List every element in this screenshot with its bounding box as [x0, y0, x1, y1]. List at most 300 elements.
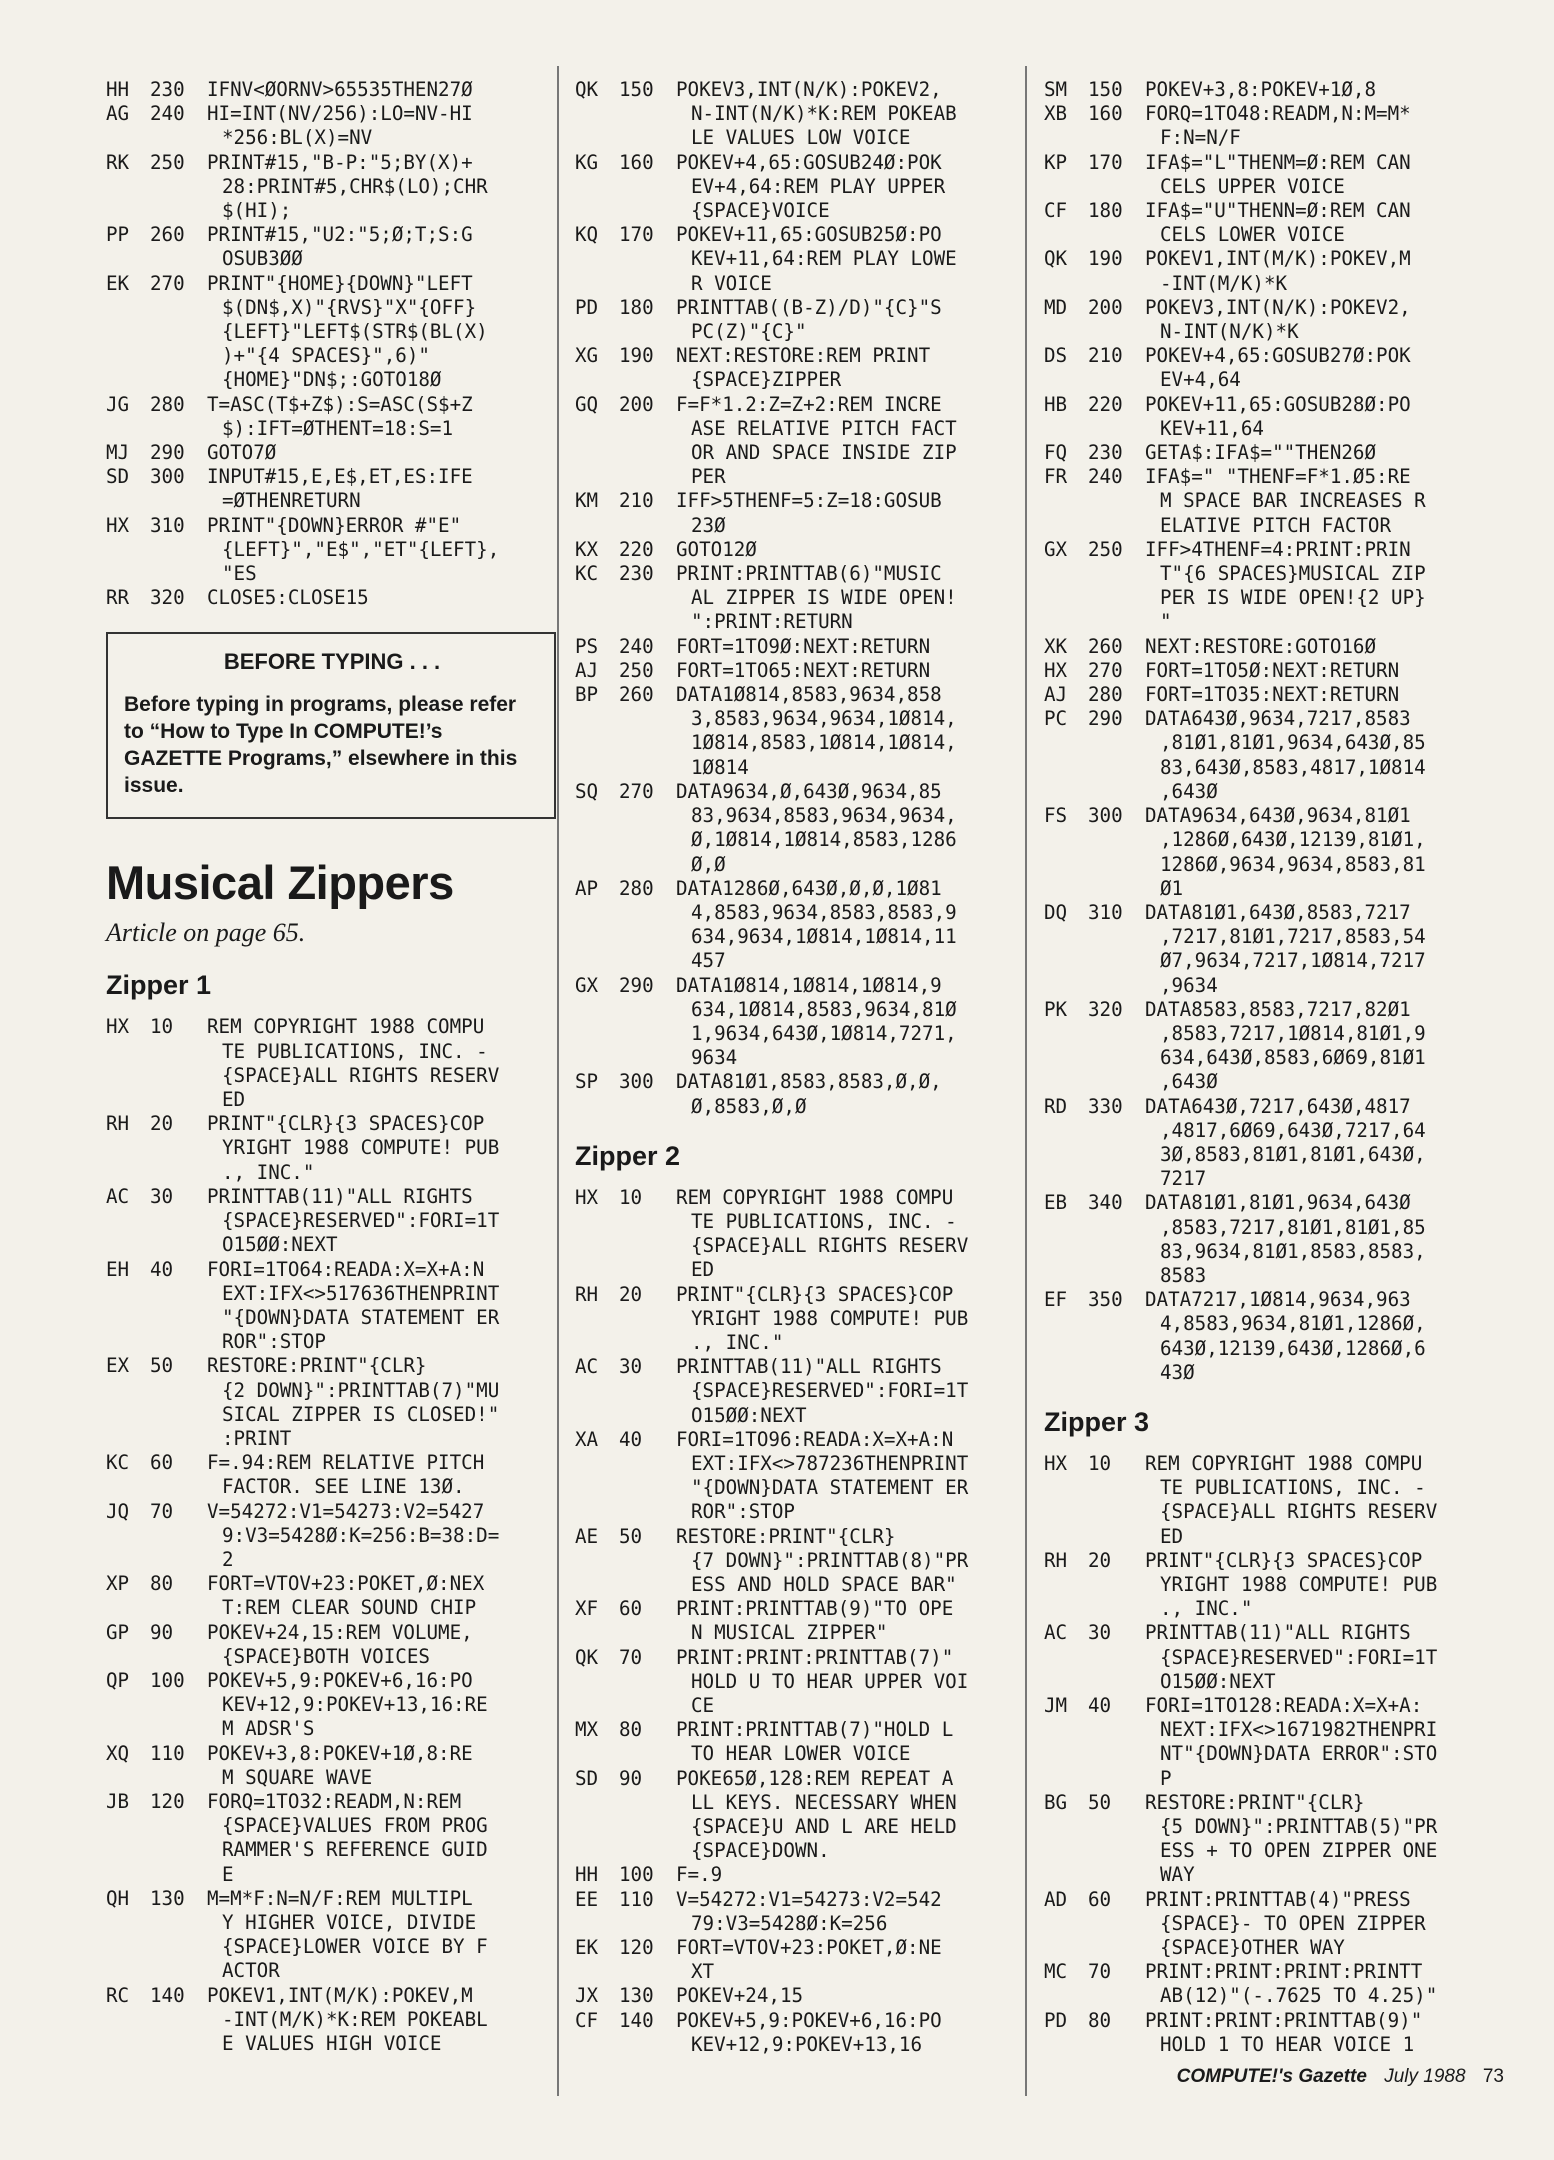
code-line: [575, 199, 1013, 223]
line-number: 80: [150, 1572, 174, 1596]
code-text: 2: [222, 1547, 234, 1571]
code-text: PER IS WIDE OPEN!{2 UP}: [1160, 586, 1426, 610]
code-line: [575, 2009, 1013, 2033]
code-line: [575, 1331, 1013, 1355]
code-text: 1Ø814: [691, 755, 749, 779]
code-line: [106, 1112, 556, 1136]
checksum-code: RH: [106, 1112, 130, 1136]
code-line: [106, 417, 556, 441]
line-number: 30: [619, 1355, 643, 1379]
code-text: NEXT:RESTORE:GOTO16Ø: [1145, 634, 1377, 658]
line-number: 280: [150, 392, 185, 416]
code-line: [1044, 974, 1484, 998]
column-3: [1044, 78, 1484, 2057]
code-text: {SPACE}ALL RIGHTS RESERV: [1160, 1500, 1438, 1524]
checksum-code: JB: [106, 1789, 130, 1813]
code-text: M SQUARE WAVE: [222, 1765, 373, 1789]
code-text: {5 DOWN}":PRINTTAB(5)"PR: [1160, 1815, 1438, 1839]
code-text: PRINT"{DOWN}ERROR #"E": [207, 513, 462, 537]
code-line: [1044, 1191, 1484, 1215]
line-number: 70: [150, 1499, 174, 1523]
code-text: "{DOWN}DATA STATEMENT ER: [691, 1476, 969, 1500]
code-text: PRINT:PRINT:PRINTTAB(9)": [1145, 2008, 1423, 2032]
code-line: [575, 1573, 1013, 1597]
code-text: TE PUBLICATIONS, INC. -: [691, 1209, 957, 1233]
code-text: POKEV1,INT(M/K):POKEV,M: [207, 1983, 473, 2007]
line-number: 260: [619, 683, 654, 707]
code-text: 23Ø: [691, 513, 726, 537]
code-line: [106, 1911, 556, 1935]
code-line: [106, 1209, 556, 1233]
checksum-code: EK: [575, 1936, 599, 1960]
checksum-code: KX: [575, 537, 599, 561]
line-number: 240: [1088, 465, 1123, 489]
checksum-code: AC: [1044, 1621, 1068, 1645]
checksum-code: HX: [106, 513, 130, 537]
code-line: [575, 1888, 1013, 1912]
code-text: FORQ=1TO32:READM,N:REM: [207, 1789, 462, 1813]
checksum-code: PK: [1044, 997, 1068, 1021]
code-line: [575, 659, 1013, 683]
code-line: [1044, 877, 1484, 901]
checksum-code: KM: [575, 489, 599, 513]
line-number: 210: [1088, 344, 1123, 368]
code-line: [575, 1070, 1013, 1094]
checksum-code: HX: [1044, 658, 1068, 682]
code-text: {SPACE}DOWN.: [691, 1839, 830, 1863]
code-text: FORI=1TO96:READA:X=X+A:N: [676, 1427, 954, 1451]
code-line: [575, 344, 1013, 368]
checksum-code: EB: [1044, 1191, 1068, 1215]
code-text: {SPACE}RESERVED":FORI=1T: [1160, 1645, 1438, 1669]
code-text: FORT=1TO9Ø:NEXT:RETURN: [676, 634, 931, 658]
code-line: [106, 1330, 556, 1354]
checksum-code: BG: [1044, 1790, 1068, 1814]
code-line: [1044, 683, 1484, 707]
code-line: [1044, 465, 1484, 489]
checksum-code: HX: [575, 1185, 599, 1209]
line-number: 280: [1088, 683, 1123, 707]
code-line: [1044, 272, 1484, 296]
code-line: [575, 247, 1013, 271]
code-line: [1044, 514, 1484, 538]
code-text: 457: [691, 949, 726, 973]
checksum-code: MD: [1044, 295, 1068, 319]
line-number: 40: [150, 1257, 174, 1281]
code-text: PER: [691, 465, 726, 489]
code-line: [575, 949, 1013, 973]
checksum-code: QK: [575, 78, 599, 101]
before-typing-box: [106, 632, 556, 819]
code-text: PRINT"{CLR}{3 SPACES}COP: [1145, 1548, 1423, 1572]
code-text: $(HI);: [222, 199, 292, 223]
code-line: [575, 610, 1013, 634]
code-text: ,8583,7217,1Ø814,81Ø1,9: [1160, 1021, 1426, 1045]
code-text: EXT:IFX<>787236THENPRINT: [691, 1451, 969, 1475]
code-text: DATA9634,Ø,643Ø,9634,85: [676, 779, 942, 803]
checksum-code: BP: [575, 683, 599, 707]
code-text: ,7217,81Ø1,7217,8583,54: [1160, 925, 1426, 949]
checksum-code: EE: [575, 1887, 599, 1911]
line-number: 40: [1088, 1694, 1112, 1717]
code-line: [106, 1863, 556, 1887]
listing-title: Zipper 1: [106, 970, 212, 1001]
code-line: [106, 1717, 556, 1741]
checksum-code: HB: [1044, 392, 1068, 416]
line-number: 40: [619, 1427, 643, 1451]
code-line: [575, 1210, 1013, 1234]
code-line: [575, 586, 1013, 610]
code-text: IFA$=" "THENF=F*1.Ø5:RE: [1145, 465, 1411, 489]
line-number: 240: [619, 634, 654, 658]
line-number: 180: [1088, 199, 1123, 223]
code-text: IFNV<ØORNV>65535THEN27Ø: [207, 78, 473, 101]
code-text: ., INC.": [691, 1330, 784, 1354]
code-line: [106, 1015, 556, 1039]
code-line: [575, 417, 1013, 441]
checksum-code: DQ: [1044, 900, 1068, 924]
code-text: {7 DOWN}":PRINTTAB(8)"PR: [691, 1548, 969, 1572]
line-number: 60: [150, 1451, 174, 1475]
code-text: POKEV+5,9:POKEV+6,16:PO: [676, 2008, 942, 2032]
line-number: 150: [619, 78, 654, 101]
line-number: 30: [150, 1184, 174, 1208]
code-line: [106, 1161, 556, 1185]
code-text: DATA81Ø1,643Ø,8583,7217: [1145, 900, 1411, 924]
checksum-code: KP: [1044, 150, 1068, 174]
line-number: 290: [619, 973, 654, 997]
code-text: 634,9634,1Ø814,1Ø814,11: [691, 925, 957, 949]
code-line: [575, 731, 1013, 755]
code-text: GETA$:IFA$=""THEN26Ø: [1145, 441, 1377, 465]
code-text: ESS + TO OPEN ZIPPER ONE: [1160, 1839, 1438, 1863]
code-line: [1044, 1549, 1484, 1573]
code-text: {SPACE}RESERVED":FORI=1T: [222, 1209, 500, 1233]
code-line: [575, 2033, 1013, 2057]
line-number: 10: [619, 1185, 643, 1209]
code-text: :PRINT: [222, 1426, 292, 1450]
code-text: 4,8583,9634,8583,8583,9: [691, 900, 957, 924]
code-line: [106, 199, 556, 223]
checksum-code: JX: [575, 1984, 599, 2008]
code-line: [106, 2032, 556, 2056]
code-text: DATA7217,1Ø814,9634,963: [1145, 1288, 1411, 1312]
code-text: PRINT"{CLR}{3 SPACES}COP: [676, 1282, 954, 1306]
code-line: [106, 1185, 556, 1209]
code-line: [1044, 417, 1484, 441]
code-line: [575, 1258, 1013, 1282]
code-text: Ø1: [1160, 876, 1184, 900]
line-number: 60: [619, 1597, 643, 1621]
code-text: O15ØØ:NEXT: [691, 1403, 807, 1427]
code-line: [106, 393, 556, 417]
checksum-code: AJ: [575, 658, 599, 682]
code-line: [575, 1095, 1013, 1119]
line-number: 10: [1088, 1451, 1112, 1475]
line-number: 220: [619, 537, 654, 561]
code-line: [575, 78, 1013, 102]
code-line: [106, 1282, 556, 1306]
code-text: ,81Ø1,81Ø1,9634,643Ø,85: [1160, 731, 1426, 755]
code-line: [1044, 804, 1484, 828]
line-number: 300: [150, 465, 185, 489]
code-text: 43Ø: [1160, 1360, 1195, 1384]
line-number: 270: [1088, 658, 1123, 682]
code-line: [1044, 1500, 1484, 1524]
checksum-code: PP: [106, 223, 130, 247]
footer-publication: COMPUTE!'s Gazette: [1176, 2066, 1367, 2087]
code-text: POKEV+4,65:GOSUB27Ø:POK: [1145, 344, 1411, 368]
code-text: -INT(M/K)*K: [1160, 271, 1288, 295]
code-text: P: [1160, 1766, 1172, 1790]
code-line: [1044, 2033, 1484, 2057]
code-text: REM COPYRIGHT 1988 COMPU: [676, 1185, 954, 1209]
code-line: [1044, 1984, 1484, 2008]
code-line: [575, 707, 1013, 731]
code-line: [575, 1476, 1013, 1500]
column-2: [575, 78, 1013, 2057]
code-text: 28:PRINT#5,CHR$(LO);CHR: [222, 174, 488, 198]
code-text: 1286Ø,9634,9634,8583,81: [1160, 852, 1426, 876]
code-text: NEXT:RESTORE:REM PRINT: [676, 344, 931, 368]
code-text: EV+4,64: [1160, 368, 1241, 392]
code-text: {SPACE}- TO OPEN ZIPPER: [1160, 1911, 1426, 1935]
checksum-code: JM: [1044, 1694, 1068, 1717]
code-line: [1044, 489, 1484, 513]
code-line: [1044, 756, 1484, 780]
code-line: [1044, 1337, 1484, 1361]
code-text: ROR":STOP: [222, 1330, 326, 1354]
line-number: 230: [150, 78, 185, 101]
code-line: [575, 901, 1013, 925]
checksum-code: XP: [106, 1572, 130, 1596]
code-text: PRINT:PRINTTAB(4)"PRESS: [1145, 1887, 1411, 1911]
code-line: [575, 126, 1013, 150]
code-line: [575, 974, 1013, 998]
code-text: FORI=1TO128:READA:X=X+A:: [1145, 1694, 1423, 1717]
checksum-code: XG: [575, 344, 599, 368]
code-line: [106, 1766, 556, 1790]
code-text: 1Ø814,8583,1Ø814,1Ø814,: [691, 731, 957, 755]
code-line: [575, 804, 1013, 828]
code-text: 83,9634,81Ø1,8583,8583,: [1160, 1239, 1426, 1263]
code-line: [575, 1839, 1013, 1863]
line-number: 110: [150, 1741, 185, 1765]
code-text: YRIGHT 1988 COMPUTE! PUB: [1160, 1572, 1438, 1596]
code-text: YRIGHT 1988 COMPUTE! PUB: [222, 1136, 500, 1160]
code-text: 9634: [691, 1046, 738, 1070]
code-text: LE VALUES LOW VOICE: [691, 126, 911, 150]
code-text: 3,8583,9634,9634,1Ø814,: [691, 707, 957, 731]
code-text: RESTORE:PRINT"{CLR}: [207, 1354, 427, 1378]
checksum-code: KC: [575, 562, 599, 586]
code-line: [1044, 707, 1484, 731]
line-number: 110: [619, 1887, 654, 1911]
checksum-code: GP: [106, 1620, 130, 1644]
code-text: PRINT#15,"B-P:"5;BY(X)+: [207, 150, 473, 174]
code-line: [575, 102, 1013, 126]
code-line: [106, 1136, 556, 1160]
code-line: [575, 998, 1013, 1022]
code-text: KEV+12,9:POKEV+13,16: [691, 2032, 923, 2056]
line-number: 250: [619, 658, 654, 682]
code-text: FORT=1TO5Ø:NEXT:RETURN: [1145, 658, 1400, 682]
code-line: [1044, 1670, 1484, 1694]
checksum-code: SD: [575, 1766, 599, 1790]
code-text: {SPACE}U AND L ARE HELD: [691, 1815, 957, 1839]
code-line: [106, 1572, 556, 1596]
checksum-code: AC: [575, 1355, 599, 1379]
checksum-code: QP: [106, 1668, 130, 1692]
checksum-code: XK: [1044, 634, 1068, 658]
code-text: ASE RELATIVE PITCH FACT: [691, 416, 957, 440]
code-line: [575, 1046, 1013, 1070]
code-line: [106, 2008, 556, 2032]
code-text: V=54272:V1=54273:V2=5427: [207, 1499, 485, 1523]
checksum-code: HX: [1044, 1451, 1068, 1475]
line-number: 120: [150, 1789, 185, 1813]
code-text: N-INT(N/K)*K:REM POKEAB: [691, 102, 957, 126]
code-line: [575, 1549, 1013, 1573]
code-text: PRINTTAB(11)"ALL RIGHTS: [1145, 1621, 1411, 1645]
code-line: [1044, 247, 1484, 271]
code-line: [575, 1767, 1013, 1791]
code-line: [1044, 1143, 1484, 1167]
code-text: ., INC.": [1160, 1597, 1253, 1621]
line-number: 210: [619, 489, 654, 513]
checksum-code: JG: [106, 392, 130, 416]
code-line: [1044, 635, 1484, 659]
code-line: [575, 1404, 1013, 1428]
code-line: [106, 1524, 556, 1548]
code-text: {SPACE}VOICE: [691, 199, 830, 223]
line-number: 230: [1088, 441, 1123, 465]
code-line: [106, 344, 556, 368]
line-number: 200: [1088, 295, 1123, 319]
code-text: OSUB3ØØ: [222, 247, 303, 271]
checksum-code: SD: [106, 465, 130, 489]
line-number: 330: [1088, 1094, 1123, 1118]
checksum-code: AG: [106, 102, 130, 126]
code-line: [575, 175, 1013, 199]
code-text: FORQ=1TO48:READM,N:M=M*: [1145, 102, 1411, 126]
checksum-code: EF: [1044, 1288, 1068, 1312]
footer-date: July 1988: [1384, 2066, 1466, 2087]
checksum-code: EH: [106, 1257, 130, 1281]
code-text: RESTORE:PRINT"{CLR}: [1145, 1790, 1365, 1814]
code-line: [106, 1548, 556, 1572]
code-text: FORI=1TO64:READA:X=X+A:N: [207, 1257, 485, 1281]
code-text: PC(Z)"{C}": [691, 320, 807, 344]
code-text: TE PUBLICATIONS, INC. -: [1160, 1476, 1426, 1500]
code-line: [106, 320, 556, 344]
listing-title: Zipper 3: [1044, 1406, 1150, 1437]
code-line: [1044, 731, 1484, 755]
code-text: GOTO7Ø: [207, 441, 277, 465]
checksum-code: XF: [575, 1597, 599, 1621]
code-text: POKEV+24,15: [676, 1984, 804, 2008]
code-text: POKEV+11,65:GOSUB28Ø:PO: [1145, 392, 1411, 416]
code-line: [1044, 1095, 1484, 1119]
code-line: [1044, 1888, 1484, 1912]
code-text: PRINT:PRINT:PRINTTAB(7)": [676, 1645, 954, 1669]
code-line: [106, 1814, 556, 1838]
code-line: [575, 1452, 1013, 1476]
code-text: SICAL ZIPPER IS CLOSED!": [222, 1402, 500, 1426]
code-text: {HOME}"DN$;:GOTO18Ø: [222, 368, 442, 392]
code-text: 8583: [1160, 1263, 1207, 1287]
code-line: [106, 1645, 556, 1669]
code-text: POKEV+24,15:REM VOLUME,: [207, 1620, 473, 1644]
checksum-code: RH: [1044, 1548, 1068, 1572]
checksum-code: AD: [1044, 1887, 1068, 1911]
code-line: [575, 1186, 1013, 1210]
code-line: [575, 853, 1013, 877]
code-line: [575, 465, 1013, 489]
code-text: R VOICE: [691, 271, 772, 295]
code-line: [575, 441, 1013, 465]
line-number: 260: [1088, 634, 1123, 658]
code-line: [1044, 1694, 1484, 1718]
code-line: [1044, 1070, 1484, 1094]
line-number: 130: [150, 1886, 185, 1910]
line-number: 230: [619, 562, 654, 586]
code-text: INPUT#15,E,E$,ET,ES:IFE: [207, 465, 473, 489]
checksum-code: HH: [106, 78, 130, 101]
code-line: [1044, 2009, 1484, 2033]
code-text: ,643Ø: [1160, 1070, 1218, 1094]
code-line: [1044, 1288, 1484, 1312]
code-line: [1044, 441, 1484, 465]
code-text: ED: [691, 1258, 715, 1282]
code-line: [575, 756, 1013, 780]
checksum-code: SQ: [575, 779, 599, 803]
line-number: 20: [1088, 1548, 1112, 1572]
code-text: KEV+11,64: [1160, 416, 1264, 440]
code-line: [1044, 320, 1484, 344]
column-rule-right: [1025, 66, 1027, 2096]
code-text: ,4817,6Ø69,643Ø,7217,64: [1160, 1118, 1426, 1142]
code-text: DATA643Ø,7217,643Ø,4817: [1145, 1094, 1411, 1118]
line-number: 280: [619, 876, 654, 900]
code-text: FORT=VTOV+23:POKET,Ø:NEX: [207, 1572, 485, 1596]
code-text: RAMMER'S REFERENCE GUID: [222, 1838, 488, 1862]
code-text: POKEV3,INT(N/K):POKEV2,: [676, 78, 942, 101]
article-subtitle: Article on page 65.: [106, 918, 306, 948]
code-line: [1044, 126, 1484, 150]
code-text: F=.94:REM RELATIVE PITCH: [207, 1451, 485, 1475]
code-text: ELATIVE PITCH FACTOR: [1160, 513, 1392, 537]
code-line: [575, 1718, 1013, 1742]
code-line: [575, 1234, 1013, 1258]
article-title: Musical Zippers: [106, 856, 454, 910]
code-line: [1044, 1863, 1484, 1887]
checksum-code: FQ: [1044, 441, 1068, 465]
code-line: [1044, 901, 1484, 925]
code-text: REM COPYRIGHT 1988 COMPU: [207, 1015, 485, 1039]
code-line: [106, 562, 556, 586]
line-number: 20: [619, 1282, 643, 1306]
line-number: 10: [150, 1015, 174, 1039]
checksum-code: RD: [1044, 1094, 1068, 1118]
code-text: PRINT"{CLR}{3 SPACES}COP: [207, 1112, 485, 1136]
code-text: M=M*F:N=N/F:REM MULTIPL: [207, 1886, 473, 1910]
line-number: 350: [1088, 1288, 1123, 1312]
code-line: [1044, 1621, 1484, 1645]
code-text: DATA1Ø814,8583,9634,858: [676, 683, 942, 707]
checksum-code: QK: [1044, 247, 1068, 271]
code-line: [575, 1022, 1013, 1046]
